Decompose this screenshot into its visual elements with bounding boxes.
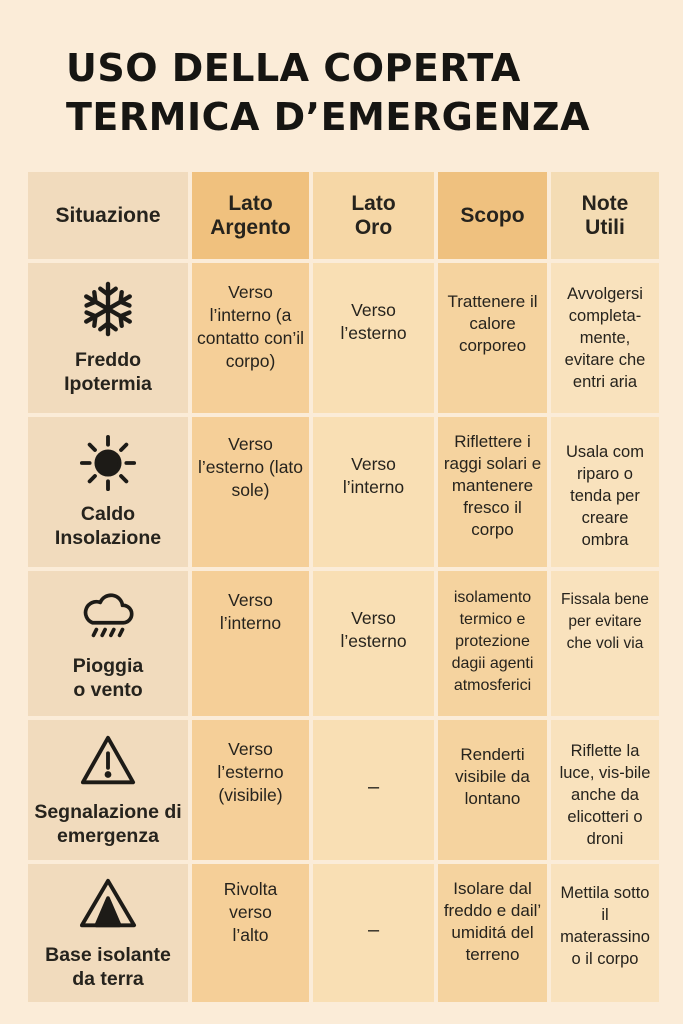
silver-cell: Verso l’esterno (visibile) — [192, 720, 309, 860]
notes-cell: Riflette la luce, vis-bile anche da elicotteri o droni — [551, 720, 659, 860]
situation-cold — [28, 263, 188, 413]
situation-heat — [28, 417, 188, 567]
scope-cell: Riflettere i raggi solari e mantenere fresco il corpo — [438, 417, 547, 567]
gold-cell: Verso l’esterno — [313, 263, 434, 413]
notes-cell: Mettila sotto il materassino o il corpo — [551, 864, 659, 1002]
scope-cell: Renderti visibile da lontano — [438, 720, 547, 860]
situation-label: Caldo Insolazione — [54, 503, 162, 549]
situation-label: Segnalazione di emergenza — [34, 801, 182, 847]
situation-label: Base isolante da terra — [45, 944, 171, 990]
header-scope: Scopo — [438, 172, 547, 259]
notes-cell: Fissala bene per evitare che voli via — [551, 571, 659, 716]
notes-cell: Usala com riparo o tenda per creare ombra — [551, 417, 659, 567]
warning-icon — [79, 732, 137, 790]
rain-cloud-icon — [79, 586, 137, 644]
situation-label: Pioggia o vento — [72, 654, 144, 701]
situation-rain-wind — [28, 571, 188, 716]
situation-label: Freddo Ipotermia — [64, 349, 152, 395]
situation-emergency-signal — [28, 720, 188, 860]
scope-cell: isolamento termico e protezione dagii agenti atmosferici — [438, 571, 547, 716]
gold-cell: Verso l’esterno — [313, 571, 434, 716]
sun-icon — [79, 434, 137, 492]
snowflake-icon — [79, 280, 137, 338]
situation-ground-insulation — [28, 864, 188, 1002]
silver-cell: Verso l’interno — [192, 571, 309, 716]
gold-cell: – — [313, 720, 434, 860]
title-line-2: TERMICA D’EMERGENZA — [66, 95, 591, 139]
silver-cell: Verso l’esterno (lato sole) — [192, 417, 309, 567]
tent-icon — [79, 875, 137, 933]
header-notes: Note Utili — [551, 172, 659, 259]
scope-cell: Isolare dal freddo e dail’ umiditá del terreno — [438, 864, 547, 1002]
scope-cell: Trattenere il calore corporeo — [438, 263, 547, 413]
notes-cell: Avvolgersi completa-mente, evitare che entri aria — [551, 263, 659, 413]
gold-cell: Verso l’interno — [313, 417, 434, 567]
title-line-1: USO DELLA COPERTA — [66, 46, 521, 90]
silver-cell: Rivolta verso l’alto — [192, 864, 309, 1002]
page-title — [66, 44, 666, 142]
header-gold-side: Lato Oro — [313, 172, 434, 259]
emergency-blanket-table — [28, 172, 659, 1002]
gold-cell: – — [313, 864, 434, 1002]
header-situation: Situazione — [28, 172, 188, 259]
header-silver-side: Lato Argento — [192, 172, 309, 259]
silver-cell: Verso l’interno (a contatto con’il corpo) — [192, 263, 309, 413]
